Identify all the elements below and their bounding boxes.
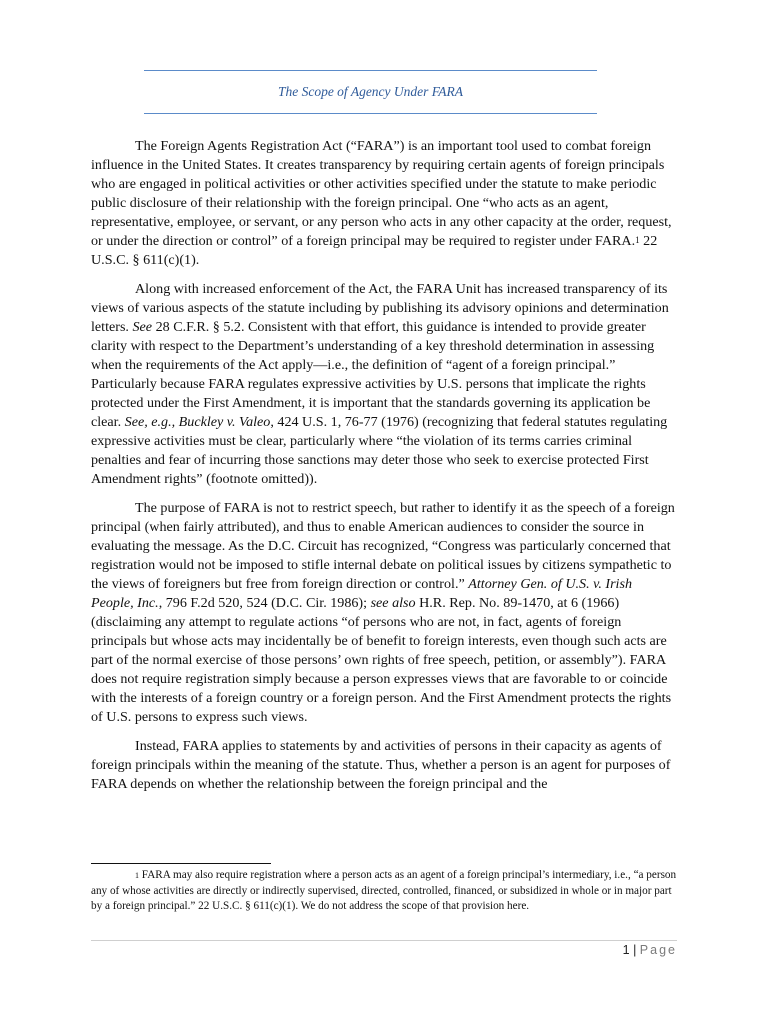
case-citation: Attorney Gen. of U.S. v. Irish People, Inc.	[91, 576, 633, 611]
document-title: The Scope of Agency Under FARA	[277, 84, 464, 99]
footer-rule	[91, 940, 677, 941]
paragraph-4: Instead, FARA applies to statements by and activities of persons in their capacity as agents of foreign principals within the meaning of the statute. Thus, whether a person is an agent for purposes of FARA depends on whether the relationship between the foreign principal and the	[91, 738, 671, 792]
page-number: 1 | Page	[622, 943, 677, 957]
header-bottom-rule	[144, 113, 597, 114]
document-body	[91, 137, 677, 804]
paragraph-2: Along with increased enforcement of the Act, the FARA Unit has increased transparency of its views of various aspects of the statute including by publishing its advisory opinions and determination letters. See 28 C.F.R. § 5.2. Consistent with that effort, this guidance is intended to provide greater clarity with respect to the Department’s understanding of a key threshold determination in assessing when the requirements of the Act apply—i.e., the definition of “agent of a foreign principal.” Particularly because FARA regulates expressive activities by U.S. persons that implicate the rights protected under the First Amendment, it is important that the standards governing its application be clear. See, e.g., Buckley v. Valeo, 424 U.S. 1, 76-77 (1976) (recognizing that federal statutes regulating expressive activities must be clear, particularly where “the violation of its terms carries criminal penalties and fear of incurring those sanctions may deter those who seek to exercise protected First Amendment rights” (footnote omitted)).	[91, 281, 669, 487]
footnote-ref[interactable]: 1	[635, 235, 640, 245]
footnote-number: 1	[135, 871, 139, 880]
case-citation: See, e.g., Buckley v. Valeo	[124, 414, 271, 430]
paragraph-3: The purpose of FARA is not to restrict speech, but rather to identify it as the speech of a foreign principal (when fairly attributed), and thus to enable American audiences to consider the source in evaluating the message. As the D.C. Circuit has recognized, “Congress was particularly concerned that registration would not be imposed to stifle internal debate on political issues by citizens sympathetic to the views of foreigners but free from foreign direction or control.” Attorney Gen. of U.S. v. Irish People, Inc., 796 F.2d 520, 524 (D.C. Cir. 1986); see also H.R. Rep. No. 89-1470, at 6 (1966) (disclaiming any attempt to regulate actions “of persons who are not, in fact, agents of foreign principals but whose acts may incidentally be of benefit to foreign interests, even though such acts are part of the normal exercise of those persons’ own rights of free speech, petition, or assembly”). FARA does not require registration simply because a person expresses views that are favorable to or coincide with the interests of a foreign country or a foreign person. And the First Amendment protects the rights of U.S. persons to express such views.	[91, 500, 675, 725]
header-top-rule	[144, 70, 597, 71]
footnote: $^1$ FARA may also require registration where a person acts as an agent of a foreign principal’s intermediary, i.e., “a person any of whose activities are directly or indirectly supervised, directed, controlled, financed, or subsidized in whole or in major part by a foreign principal.” 22 U.S.C. § 611(c)(1). We do not address the scope of that provision here.	[91, 869, 677, 912]
paragraph-1: The Foreign Agents Registration Act (“FARA”) is an important tool used to combat foreign influence in the United States. It creates transparency by requiring certain agents of foreign principals who are engaged in political activities or other activities specified under the statute to make periodic public disclosure of their relationship with the foreign principal. One “who acts as an agent, representative, employee, or servant, or any person who acts in any other capacity at the order, request, or under the direction or control” of a foreign principal may be required to register under FARA.$^1$ 22 U.S.C. § 611(c)(1).	[91, 138, 672, 268]
citation-signal: See	[132, 319, 153, 335]
footnote-separator	[91, 863, 271, 864]
citation-signal: see also	[370, 595, 416, 611]
